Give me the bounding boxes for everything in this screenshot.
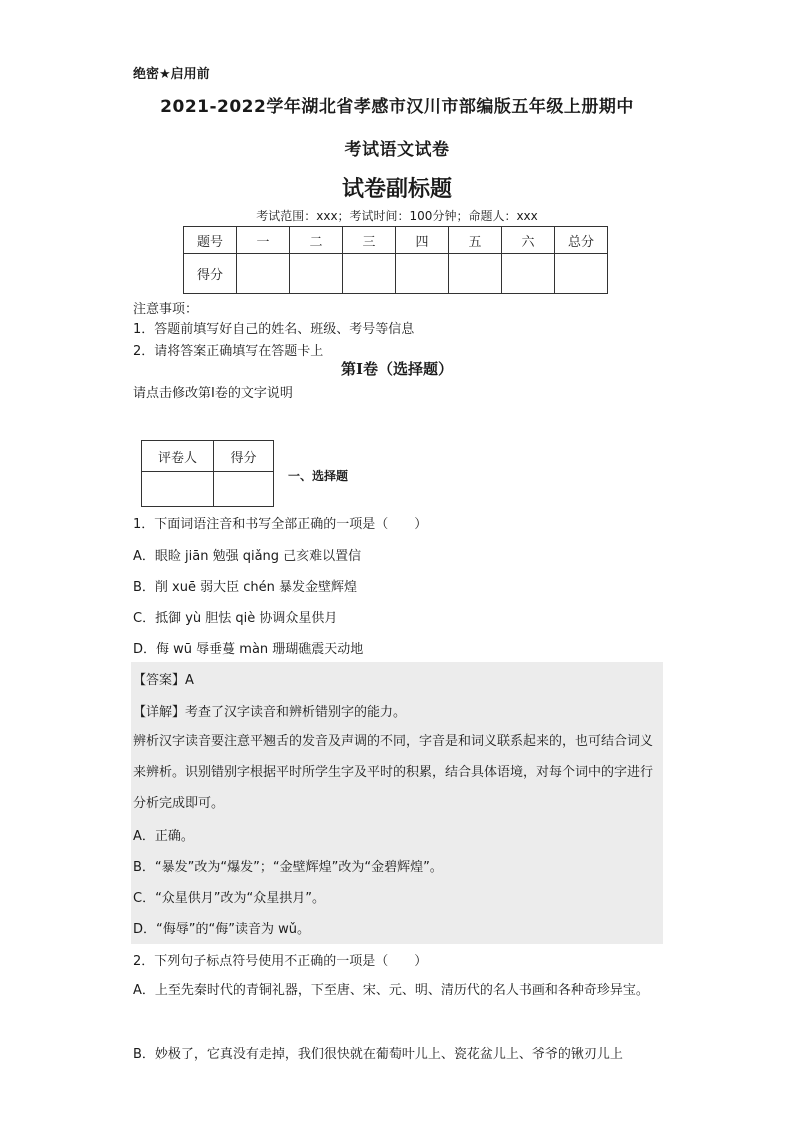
exam-title-line2: 考试语文试卷 (344, 140, 450, 160)
answer-label: 【答案】A (133, 673, 194, 688)
grader-table-header-row (142, 441, 274, 472)
part1-description[interactable]: 请点击修改第I卷的文字说明 (133, 386, 293, 401)
score-table-header-cell: 三 (343, 227, 396, 254)
score-table-score-row (184, 254, 608, 294)
notes-title: 注意事项： (133, 302, 199, 317)
score-table-header-row (184, 227, 608, 254)
score-cell[interactable] (502, 254, 555, 294)
score-table (183, 226, 608, 294)
grader-table (141, 440, 274, 507)
grader-score-cell[interactable] (214, 472, 274, 507)
answer-item: A．正确。 (133, 829, 194, 844)
question-2-option-b: B．妙极了，它真没有走掉，我们很快就在葡萄叶儿上、瓷花盆儿上、爷爷的锹刃儿上 (133, 1047, 623, 1062)
grader-score-label: 得分 (214, 441, 274, 472)
question-1-stem: 1．下面词语注音和书写全部正确的一项是（ ） (133, 517, 428, 532)
score-table-header-cell: 一 (237, 227, 290, 254)
score-cell[interactable] (237, 254, 290, 294)
score-table-header-cell: 二 (290, 227, 343, 254)
answer-explanation: 辨析汉字读音要注意平翘舌的发音及声调的不同，字音是和词义联系起来的，也可结合词义来辨析。识别错别字根据平时所学生字及平时的积累，结合具体语境，对每个词中的字进行分析完成即可。 (133, 734, 654, 811)
question-1-option-a: A．眼睑 jiān 勉强 qiǎng 己亥难以置信 (133, 549, 362, 564)
score-table-header-cell: 四 (396, 227, 449, 254)
answer-item: B．“暴发”改为“爆发”；“金壁辉煌”改为“金碧辉煌”。 (133, 860, 443, 875)
score-table-header-cell: 五 (449, 227, 502, 254)
question-2-stem: 2．下列句子标点符号使用不正确的一项是（ ） (133, 954, 428, 969)
score-cell[interactable] (449, 254, 502, 294)
exam-info: 考试范围：xxx；考试时间：100分钟；命题人：xxx (256, 209, 538, 223)
notes-item: 2．请将答案正确填写在答题卡上 (133, 344, 324, 359)
score-row-label: 得分 (184, 254, 237, 294)
answer-item: D．“侮辱”的“侮”读音为 wǔ。 (133, 922, 310, 937)
exam-subtitle: 试卷副标题 (341, 177, 452, 202)
grader-label: 评卷人 (142, 441, 214, 472)
section-title: 一、选择题 (288, 469, 349, 483)
question-1-option-d: D．侮 wū 辱垂蔓 màn 珊瑚礁震天动地 (133, 642, 364, 657)
score-cell[interactable] (396, 254, 449, 294)
score-cell[interactable] (290, 254, 343, 294)
exam-title-line1: 2021-2022学年湖北省孝感市汉川市部编版五年级上册期中 (160, 97, 634, 117)
score-table-header-cell: 总分 (555, 227, 608, 254)
score-table-header-cell: 题号 (184, 227, 237, 254)
notes-item: 1．答题前填写好自己的姓名、班级、考号等信息 (133, 322, 415, 337)
part1-title: 第I卷（选择题） (340, 360, 454, 378)
score-table-header-cell: 六 (502, 227, 555, 254)
confidential-label: 绝密★启用前 (133, 67, 210, 82)
answer-detail: 【详解】考查了汉字读音和辨析错别字的能力。 (133, 705, 407, 720)
grader-cell[interactable] (142, 472, 214, 507)
grader-table-input-row (142, 472, 274, 507)
score-cell[interactable] (343, 254, 396, 294)
question-1-option-b: B．削 xuē 弱大臣 chén 暴发金壁辉煌 (133, 580, 358, 595)
score-cell[interactable] (555, 254, 608, 294)
question-1-option-c: C．抵御 yù 胆怯 qiè 协调众星供月 (133, 611, 338, 626)
answer-item: C．“众星供月”改为“众星拱月”。 (133, 891, 326, 906)
question-2-option-a: A．上至先秦时代的青铜礼器，下至唐、宋、元、明、清历代的名人书画和各种奇珍异宝。 (133, 983, 649, 998)
